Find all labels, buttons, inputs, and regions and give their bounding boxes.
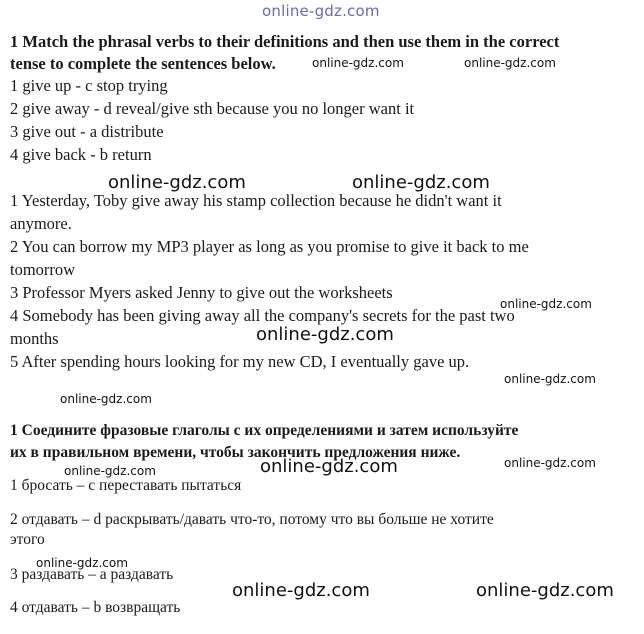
sentence-1-line1: 1 Yesterday, Toby give away his stamp collection because he didn't want it bbox=[10, 191, 502, 210]
sentence-1-line2: anymore. bbox=[10, 214, 72, 233]
task-heading-ru-line2: их в правильном времени, чтобы закончить предложения ниже. bbox=[10, 444, 461, 461]
ru-match-item-3: 3 раздавать – а раздавать bbox=[10, 566, 174, 583]
watermark-small: online-gdz.com bbox=[504, 372, 596, 386]
watermark-large: online-gdz.com bbox=[352, 172, 490, 193]
watermark-small: online-gdz.com bbox=[464, 56, 556, 70]
watermark-small: online-gdz.com bbox=[500, 297, 592, 311]
watermark-small: online-gdz.com bbox=[60, 392, 152, 406]
ru-match-item-1: 1 бросать – с переставать пытаться bbox=[10, 477, 242, 494]
sentence-2-line1: 2 You can borrow my MP3 player as long as you promise to give it back to me bbox=[10, 237, 529, 256]
watermark-small: online-gdz.com bbox=[64, 464, 156, 478]
watermark-large: online-gdz.com bbox=[476, 580, 614, 601]
watermark-large: online-gdz.com bbox=[232, 580, 370, 601]
sentence-4-line1: 4 Somebody has been giving away all the company's secrets for the past two bbox=[10, 306, 515, 325]
watermark-top: online-gdz.com bbox=[262, 2, 380, 20]
watermark-large: online-gdz.com bbox=[260, 456, 398, 477]
watermark-small: online-gdz.com bbox=[36, 556, 128, 570]
watermark-large: online-gdz.com bbox=[108, 172, 246, 193]
task-heading-ru-line1: 1 Соедините фразовые глаголы с их определениями и затем используйте bbox=[10, 422, 519, 439]
match-item-3: 3 give out - a distribute bbox=[10, 122, 164, 141]
task-heading-en-line2: tense to complete the sentences below. bbox=[10, 54, 276, 73]
match-item-2: 2 give away - d reveal/give sth because you no longer want it bbox=[10, 99, 415, 118]
watermark-small: online-gdz.com bbox=[504, 456, 596, 470]
match-item-4: 4 give back - b return bbox=[10, 145, 152, 164]
watermark-small: online-gdz.com bbox=[312, 56, 404, 70]
sentence-2-line2: tomorrow bbox=[10, 260, 76, 279]
ru-match-item-2-line2: этого bbox=[10, 531, 45, 548]
sentence-4-line2: months bbox=[10, 329, 59, 348]
ru-match-item-4: 4 отдавать – b возвращать bbox=[10, 599, 181, 616]
task-heading-en-line1: 1 Match the phrasal verbs to their definitions and then use them in the correct bbox=[10, 32, 560, 51]
sentence-5: 5 After spending hours looking for my new CD, I eventually gave up. bbox=[10, 352, 470, 371]
match-item-1: 1 give up - c stop trying bbox=[10, 76, 168, 95]
watermark-large: online-gdz.com bbox=[256, 324, 394, 345]
ru-match-item-2-line1: 2 отдавать – d раскрывать/давать что-то, потому что вы больше не хотите bbox=[10, 511, 494, 528]
sentence-3: 3 Professor Myers asked Jenny to give out the worksheets bbox=[10, 283, 393, 302]
